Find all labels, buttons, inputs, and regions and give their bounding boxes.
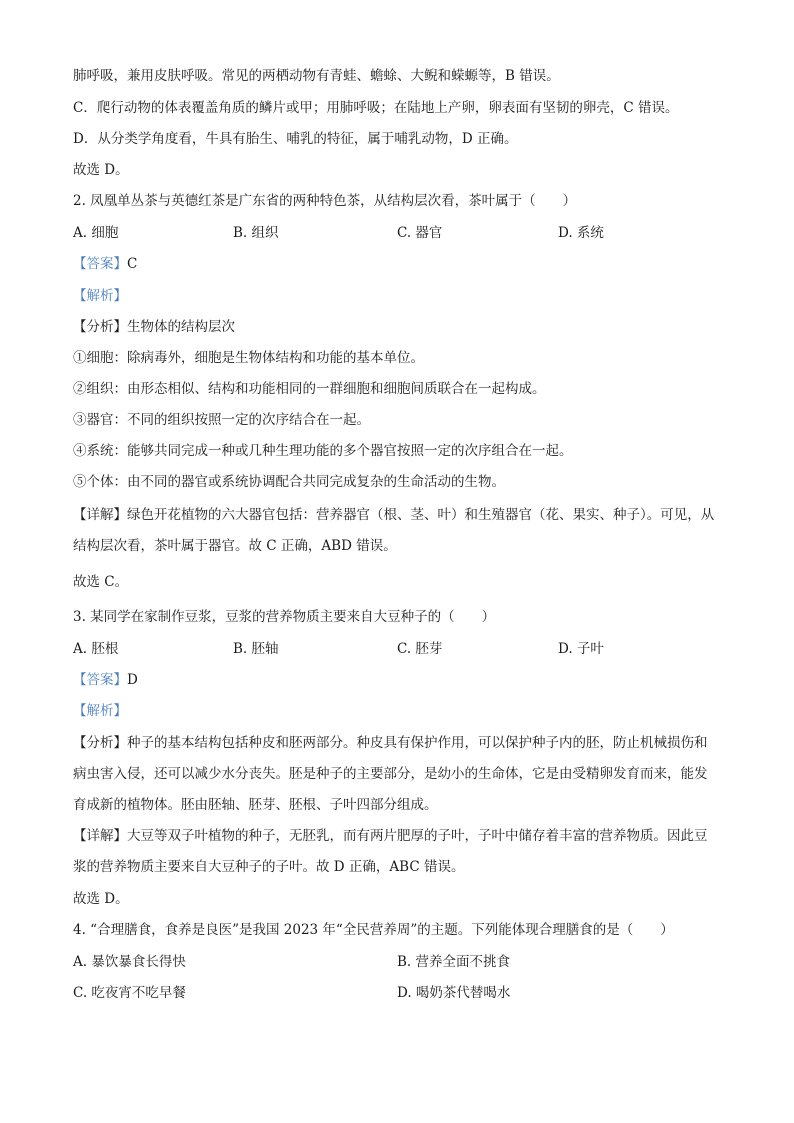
q4-option-c: C. 吃夜宵不吃早餐 [73,985,186,1001]
q2-point-tissue: ②组织：由形态相似、结构和功能相同的一群细胞和细胞间质联合在一起构成。 [73,381,546,397]
q2-fenxi [73,317,723,337]
q3-option-d: D. 子叶 [558,641,604,657]
q2-option-d: D. 系统 [558,225,604,241]
q2-point-system: ④系统：能够共同完成一种或几种生理功能的多个器官按照一定的次序组合在一起。 [73,443,573,459]
q2-fenxi-text: 生物体的结构层次 [127,319,235,335]
q3-detail [73,821,718,883]
detail-tag: 【详解】 [73,828,127,844]
fenxi-tag: 【分析】 [73,319,127,335]
analysis-tag: 【解析】 [73,288,127,304]
q3-choose: 故选 D。 [73,891,129,907]
q2-detail-text: 绿色开花植物的六大器官包括：营养器官（根、茎、叶）和生殖器官（花、果实、种子）。可见，从结构层次看，茶叶属于器官。故 C 正确，ABD 错误。 [73,507,715,554]
q2-stem: 2. 凤凰单丛茶与英德红茶是广东省的两种特色茶，从结构层次看，茶叶属于（ ） [73,193,577,209]
prev-text-line: 肺呼吸，兼用皮肤呼吸。常见的两栖动物有青蛙、蟾蜍、大鲵和蝾螈等，B 错误。 [73,68,560,84]
q3-answer-value: D [127,672,138,688]
q4-option-d: D. 喝奶茶代替喝水 [397,985,511,1001]
fenxi-tag: 【分析】 [73,735,127,751]
prev-option-d-explanation: D．从分类学角度看，牛具有胎生、哺乳的特征，属于哺乳动物，D 正确。 [73,131,518,147]
q3-stem: 3. 某同学在家制作豆浆，豆浆的营养物质主要来自大豆种子的（ ） [73,609,496,625]
analysis-tag: 【解析】 [73,703,127,719]
prev-choose-line: 故选 D。 [73,162,129,178]
detail-tag: 【详解】 [73,507,127,523]
q2-answer [73,254,723,274]
q3-answer [73,670,723,690]
q3-option-a: A. 胚根 [73,641,119,657]
q3-analysis-heading [73,701,723,721]
q3-fenxi-text: 种子的基本结构包括种皮和胚两部分。种皮具有保护作用，可以保护种子内的胚，防止机械损伤和病虫害入侵，还可以减少水分丧失。胚是种子的主要部分，是幼小的生命体，它是由受精卵发育而来，能发育成新的植物体。胚由胚轴、胚芽、胚根、子叶四部分组成。 [73,735,708,813]
q3-detail-text: 大豆等双子叶植物的种子，无胚乳，而有两片肥厚的子叶，子叶中储存着丰富的营养物质。因此豆浆的营养物质主要来自大豆种子的子叶。故 D 正确，ABC 错误。 [73,828,708,875]
q2-option-c: C. 器官 [397,225,443,241]
q4-stem: 4. “合理膳食，食养是良医”是我国 2023 年“全民营养周”的主题。下列能体现合理膳食的是（ ） [73,922,674,938]
answer-tag: 【答案】 [73,672,127,688]
prev-option-c-explanation: C．爬行动物的体表覆盖角质的鳞片或甲；用肺呼吸；在陆地上产卵，卵表面有坚韧的卵壳，C 错误。 [73,100,679,116]
q2-detail [73,500,718,562]
answer-tag: 【答案】 [73,256,127,272]
q2-option-b: B. 组织 [233,225,279,241]
q2-option-a: A. 细胞 [73,225,119,241]
q4-option-b: B. 营养全面不挑食 [397,954,511,970]
q2-choose: 故选 C。 [73,574,129,590]
q3-fenxi [73,728,718,821]
q2-point-cell: ①细胞：除病毒外，细胞是生物体结构和功能的基本单位。 [73,350,424,366]
q2-point-organ: ③器官：不同的组织按照一定的次序结合在一起。 [73,412,370,428]
q2-answer-value: C [127,256,138,272]
q3-option-c: C. 胚芽 [397,641,443,657]
q4-option-a: A. 暴饮暴食长得快 [73,954,186,970]
q2-point-individual: ⑤个体：由不同的器官或系统协调配合共同完成复杂的生命活动的生物。 [73,474,505,490]
q2-analysis-heading [73,286,723,306]
q3-option-b: B. 胚轴 [233,641,279,657]
